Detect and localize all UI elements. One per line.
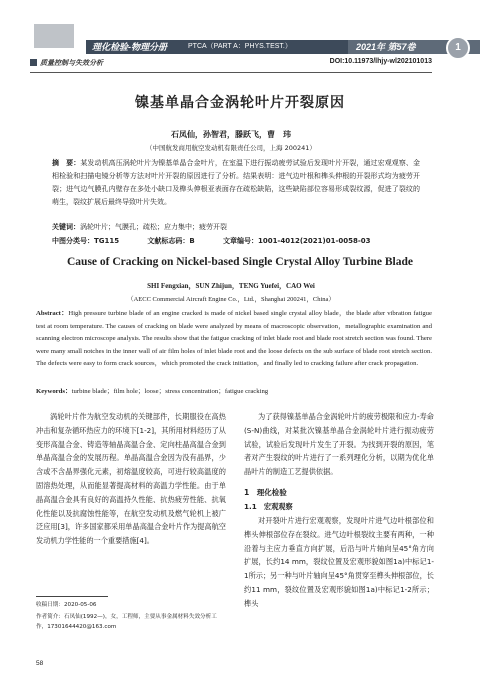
abstract-en-label: Abstract： xyxy=(36,310,69,317)
classification-line xyxy=(52,236,420,246)
page-number: 58 xyxy=(36,660,44,667)
authors-en: SHI Fengxian，SUN Zhijun，TENG Yuefei，CAO Wei xyxy=(147,282,315,290)
abstract-en xyxy=(36,308,432,371)
doi: DOI:10.11973/lhjy-wl202101013 xyxy=(329,58,432,65)
macro-observation-paragraph: 对开裂叶片进行宏观观察，发现叶片进气边叶根部位和榫头伸根部位存在裂纹。进气边叶根裂纹主要有两种，一种沿着与主应力垂直方向扩展，后沿与叶片轴向呈45°角方向扩展，长约14 mm，裂纹位置及宏观形貌如图1a)中标记1-1所示；另一种与叶片轴向呈45°角贯穿至榫头伸根部位，长约11 mm，裂纹位置及宏观形貌如图1a)中标记1-2所示；榫头 xyxy=(244,515,434,608)
journal-header xyxy=(0,0,480,56)
article-number: 文章编号：1001-4012(2021)01-0058-03 xyxy=(222,237,371,245)
keywords-cn-label: 关键词： xyxy=(52,223,80,231)
keywords-en xyxy=(36,385,432,395)
intro-paragraph: 涡轮叶片作为航空发动机的关键部件，长期服役在高热冲击和复杂循环热应力的环境下[1-2]，其所用材料经历了从变形高温合金、铸造等轴晶高温合金、定向柱晶高温合金到单晶高温合金的发展历程。单晶高温合金因为没有晶界，少含或不含晶界强化元素，初熔温度较高，可进行较高温度的固溶热处理，从而能显著提高材料的高温力学性能。由于单晶高温合金具有良好的高温持久性能、抗热疲劳性能、抗氧化性能以及抗腐蚀性能等，在航空发动机及燃气轮机上被广泛应用[3]，许多国家都采用单晶高温合金叶片作为提高航空发动机力学性能的一个重要措施[4]。 xyxy=(36,412,226,546)
title-cn: 镍基单晶合金涡轮叶片开裂原因 xyxy=(135,95,345,111)
keywords-cn xyxy=(52,222,420,232)
affiliation-cn: （中国航发商用航空发动机有限责任公司，上海 200241） xyxy=(146,144,316,152)
body-right-column xyxy=(244,410,434,611)
title-en: Cause of Cracking on Nickel-based Single Crystal Alloy Turbine Blade xyxy=(67,256,413,268)
received-date: 收稿日期：2020-05-06 xyxy=(36,602,97,608)
header-rule xyxy=(30,72,432,73)
section-heading: 1 理化检验 xyxy=(244,487,287,497)
class-number: 中图分类号：TG115 xyxy=(52,237,120,245)
year-volume: 2021年 第57卷 xyxy=(356,42,416,52)
footnote-rule xyxy=(36,596,108,597)
abstract-cn-label: 摘 要： xyxy=(52,159,81,167)
affiliation-en: （AECC Commercial Aircraft Engine Co.，Ltd.，Shanghai 200241，China） xyxy=(127,296,335,303)
purpose-paragraph: 为了获得镍基单晶合金涡轮叶片的疲劳极限和应力-寿命(S-N)曲线，对某批次镍基单晶合金涡轮叶片进行振动疲劳试验，试验后发现叶片发生了开裂。为找到开裂的原因，笔者对产生裂纹的叶片进行了一系列理化分析，以期为优化单晶叶片的制造工艺提供依据。 xyxy=(244,412,434,477)
abstract-cn-text: 某发动机高压涡轮叶片为镍基单晶合金叶片，在室温下进行振动疲劳试验后发现叶片开裂，通过宏观观察、金相检验和扫描电镜分析等方法对叶片开裂的原因进行了分析。结果表明：进气边叶根和榫头伸根的开裂形式均为疲劳开裂；进气边气膜孔内壁存在多处小缺口及榫头伸根亚表面存在疏松缺陷，这些缺陷部位容易形成裂纹源，促进了裂纹的萌生，裂纹扩展后最终导致叶片失效。 xyxy=(52,159,421,206)
body-left-column xyxy=(36,410,226,548)
abstract-cn xyxy=(52,157,420,209)
keywords-cn-text: 涡轮叶片；气膜孔；疏松；应力集中；疲劳开裂 xyxy=(80,223,227,231)
doc-code: 文献标志码：B xyxy=(147,237,195,245)
keywords-en-text: turbine blade；film hole；loose；stress concentration；fatigue cracking xyxy=(71,388,269,395)
journal-logo xyxy=(34,24,74,48)
square-icon xyxy=(30,59,37,66)
authors-cn: 石凤仙，孙智君，滕跃飞，曹 玮 xyxy=(171,130,291,139)
issue-number: 1 xyxy=(446,36,470,60)
subsection-heading: 1.1 宏观观察 xyxy=(244,501,293,511)
author-info: 作者简介：石凤仙(1992—)，女，工程师，主要从事金属材料失效分析工作，17301644420@163.com xyxy=(36,614,217,630)
journal-series: PTCA（PART A：PHYS.TEST.） xyxy=(188,43,292,50)
section-tag xyxy=(30,58,103,68)
abstract-en-text: High pressure turbine blade of an engine cracked is made of nickel based single crystal alloy blade，the blade after vibration fatigue test at room temperature. The causes of cracking on blade were analyzed by means of macroscopic observation，metallographic examination and scanning electron microscope analysis. The results show that the fatigue cracking of inlet blade root and blade root stretch section was found. There were many small notches in the inner wall of air film holes of inlet blade root and the loose defects on the sub surface of blade root stretch section. The defects were easy to form crack sources，which promoted the crack initiation，and finally led to cracking failure after crack propagation. xyxy=(36,310,432,368)
section-tag-label: 质量控制与失效分析 xyxy=(40,60,103,67)
keywords-en-label: Keywords： xyxy=(36,388,72,395)
journal-name: 理化检验-物理分册 xyxy=(92,42,167,52)
